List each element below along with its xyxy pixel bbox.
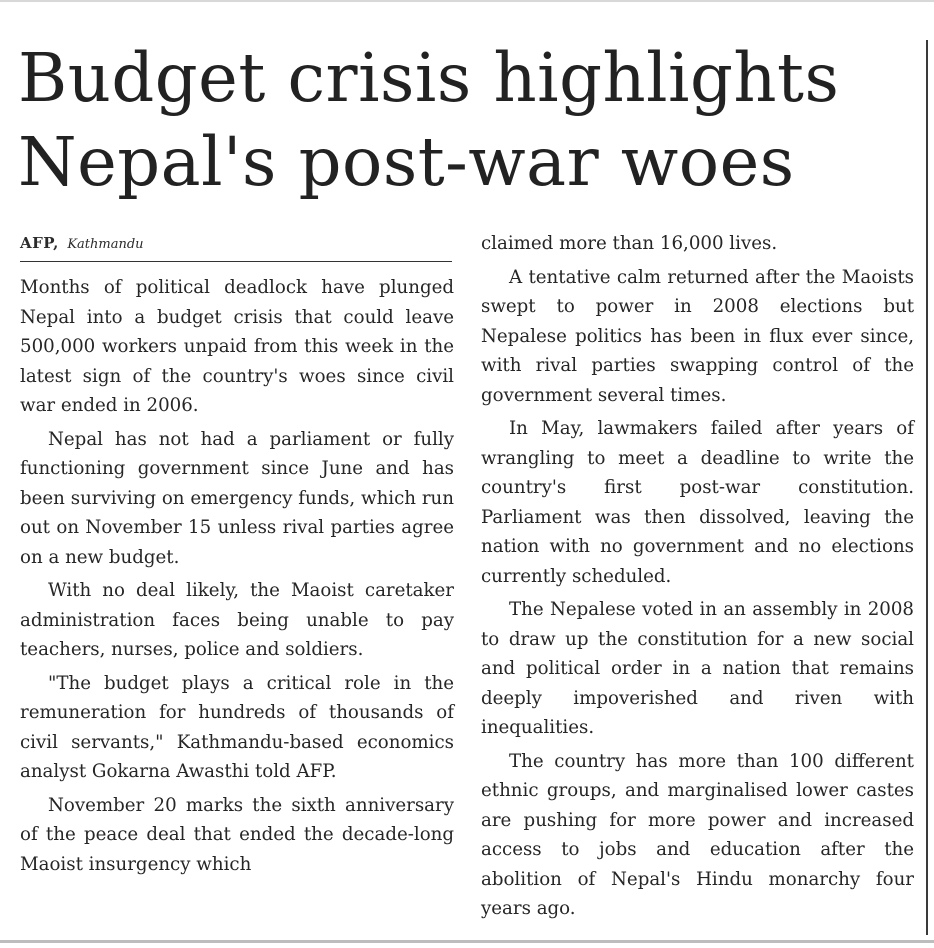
paragraph: The country has more than 100 different ethnic groups, and marginalised lower castes are pushing for more power and increased access to jobs and education after the abolition of Nepal's Hindu monarchy four years ago. <box>481 750 914 919</box>
headline-line-1: Budget crisis highlights <box>18 39 840 117</box>
column-rule-right <box>926 40 928 935</box>
top-rule <box>0 0 934 2</box>
article-column-1 <box>20 273 454 883</box>
paragraph: claimed more than 16,000 lives. <box>481 233 778 254</box>
paragraph: A tentative calm returned after the Maoists swept to power in 2008 elections but Nepalese politics has been in flux ever since, with rival parties swapping control of the government several times. <box>481 266 914 406</box>
byline-agency: AFP, <box>20 234 59 252</box>
paragraph: Months of political deadlock have plunged Nepal into a budget crisis that could leave 500,000 workers unpaid from this week in the latest sign of the country's woes since civil war ended in 2006. <box>20 277 454 416</box>
paragraph: With no deal likely, the Maoist caretaker administration faces being unable to pay teachers, nurses, police and soldiers. <box>20 580 454 660</box>
bottom-rule <box>0 940 934 943</box>
headline-line-2: Nepal's post-war woes <box>18 123 795 201</box>
paragraph: The Nepalese voted in an assembly in 2008 to draw up the constitution for a new social and political order in a nation that remains deeply impoverished and riven with inequalities. <box>481 599 914 738</box>
headline <box>18 36 918 204</box>
paragraph: In May, lawmakers failed after years of wrangling to meet a deadline to write the country's first post-war constitution. Parliament was then dissolved, leaving the nation with no government and no elections currently scheduled. <box>481 418 914 587</box>
byline-location: Kathmandu <box>67 237 144 252</box>
paragraph: November 20 marks the sixth anniversary of the peace deal that ended the decade-long Maoist insurgency which <box>20 794 454 875</box>
paragraph: Nepal has not had a parliament or fully functioning government since June and has been surviving on emergency funds, which run out on November 15 unless rival parties agree on a new budget. <box>20 428 454 568</box>
byline-rule <box>20 261 452 262</box>
paragraph: "The budget plays a critical role in the remuneration for hundreds of thousands of civil servants," Kathmandu-based economics analyst Gokarna Awasthi told AFP. <box>20 672 454 782</box>
article-column-2 <box>481 229 914 928</box>
byline <box>20 232 452 256</box>
